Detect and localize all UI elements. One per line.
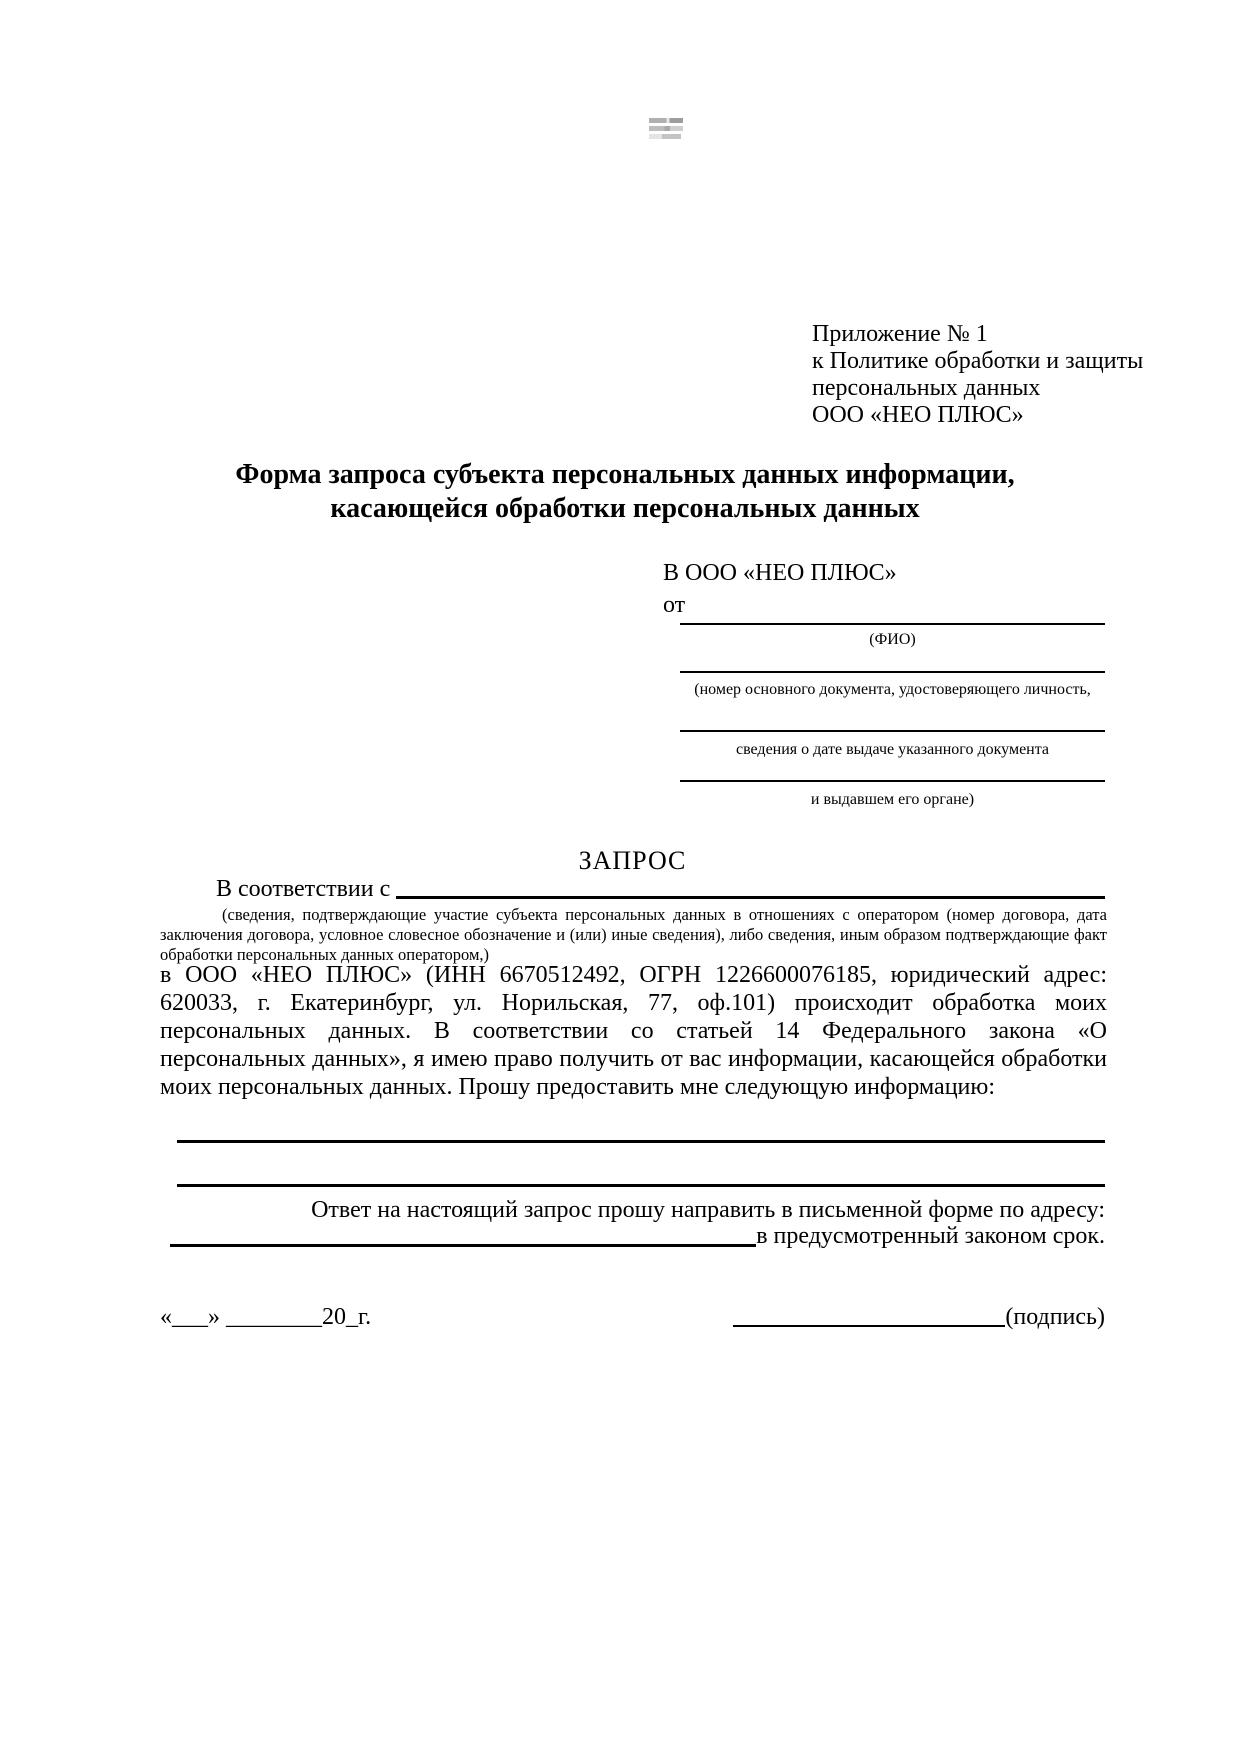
date-blank-line: «___» ________20_г. <box>160 1304 372 1330</box>
issuing-authority-caption: и выдавшем его органе) <box>810 791 975 808</box>
signature-group <box>733 1303 1105 1331</box>
document-title <box>150 458 1100 526</box>
title-line-1: Форма запроса субъекта персональных данных информации, <box>235 459 1015 490</box>
title-line-2: касающейся обработки персональных данных <box>330 493 920 524</box>
signature-caption: (подпись) <box>1005 1304 1105 1330</box>
addressee-from-label: от <box>663 592 686 618</box>
information-blank-line-1 <box>177 1140 1105 1143</box>
blurry-image-row <box>649 118 683 123</box>
request-body-paragraph: в ООО «НЕО ПЛЮС» (ИНН 6670512492, ОГРН 1226600076185, юридический адрес: 620033, г. Екатеринбург, ул. Норильская, 77, оф.101) происходит обработка моих персональных данных. В соответствии со статьей 14 Федерального закона «О персональных данных», я имею право получить от вас информации, касающейся обработки моих персональных данных. Прошу предоставить мне следующую информацию: <box>160 962 1107 1100</box>
issue-date-caption: сведения о дате выдаче указанного документа <box>735 741 1050 758</box>
issuing-authority-blank-field <box>680 780 1105 782</box>
information-blank-line-2 <box>177 1184 1105 1187</box>
reply-address-blank-field <box>170 1244 756 1247</box>
document-number-blank-field <box>680 671 1105 673</box>
blurry-image-row <box>649 134 681 139</box>
reply-suffix: в предусмотренный законом срок. <box>756 1223 1105 1249</box>
annex-line: ООО «НЕО ПЛЮС» <box>812 402 1024 428</box>
addressee-to: В ООО «НЕО ПЛЮС» <box>663 560 897 586</box>
fio-caption: (ФИО) <box>869 631 916 648</box>
document-number-caption: (номер основного документа, удостоверяющего личность, <box>694 681 1091 698</box>
signature-blank-field <box>733 1325 1005 1327</box>
request-heading: ЗАПРОС <box>578 846 687 875</box>
annex-line: к Политике обработки и защиты <box>812 348 1144 374</box>
blurry-image-icon <box>649 118 683 142</box>
annex-reference-block <box>812 321 1143 429</box>
request-footnote: (сведения, подтверждающие участие субъекта персональных данных в отношениях с оператором (номер договора, дата заключения договора, условное словесное обозначение и (или) иные сведения), либо сведения, иным образом подтверждающие факт обработки персональных данных оператором,) <box>160 905 1107 964</box>
request-intro-row <box>160 876 1105 902</box>
footer-row <box>160 1303 1105 1331</box>
issue-date-blank-field <box>680 730 1105 732</box>
annex-line: персональных данных <box>812 375 1041 401</box>
fio-blank-field <box>680 623 1105 625</box>
request-intro-blank-field <box>396 896 1105 899</box>
blurry-image-row <box>649 126 683 131</box>
request-intro-label: В соответствии с <box>216 876 391 902</box>
reply-instruction: Ответ на настоящий запрос прошу направить в письменной форме по адресу: <box>311 1197 1105 1223</box>
reply-address-row <box>170 1222 1105 1250</box>
annex-line: Приложение № 1 <box>812 321 988 347</box>
